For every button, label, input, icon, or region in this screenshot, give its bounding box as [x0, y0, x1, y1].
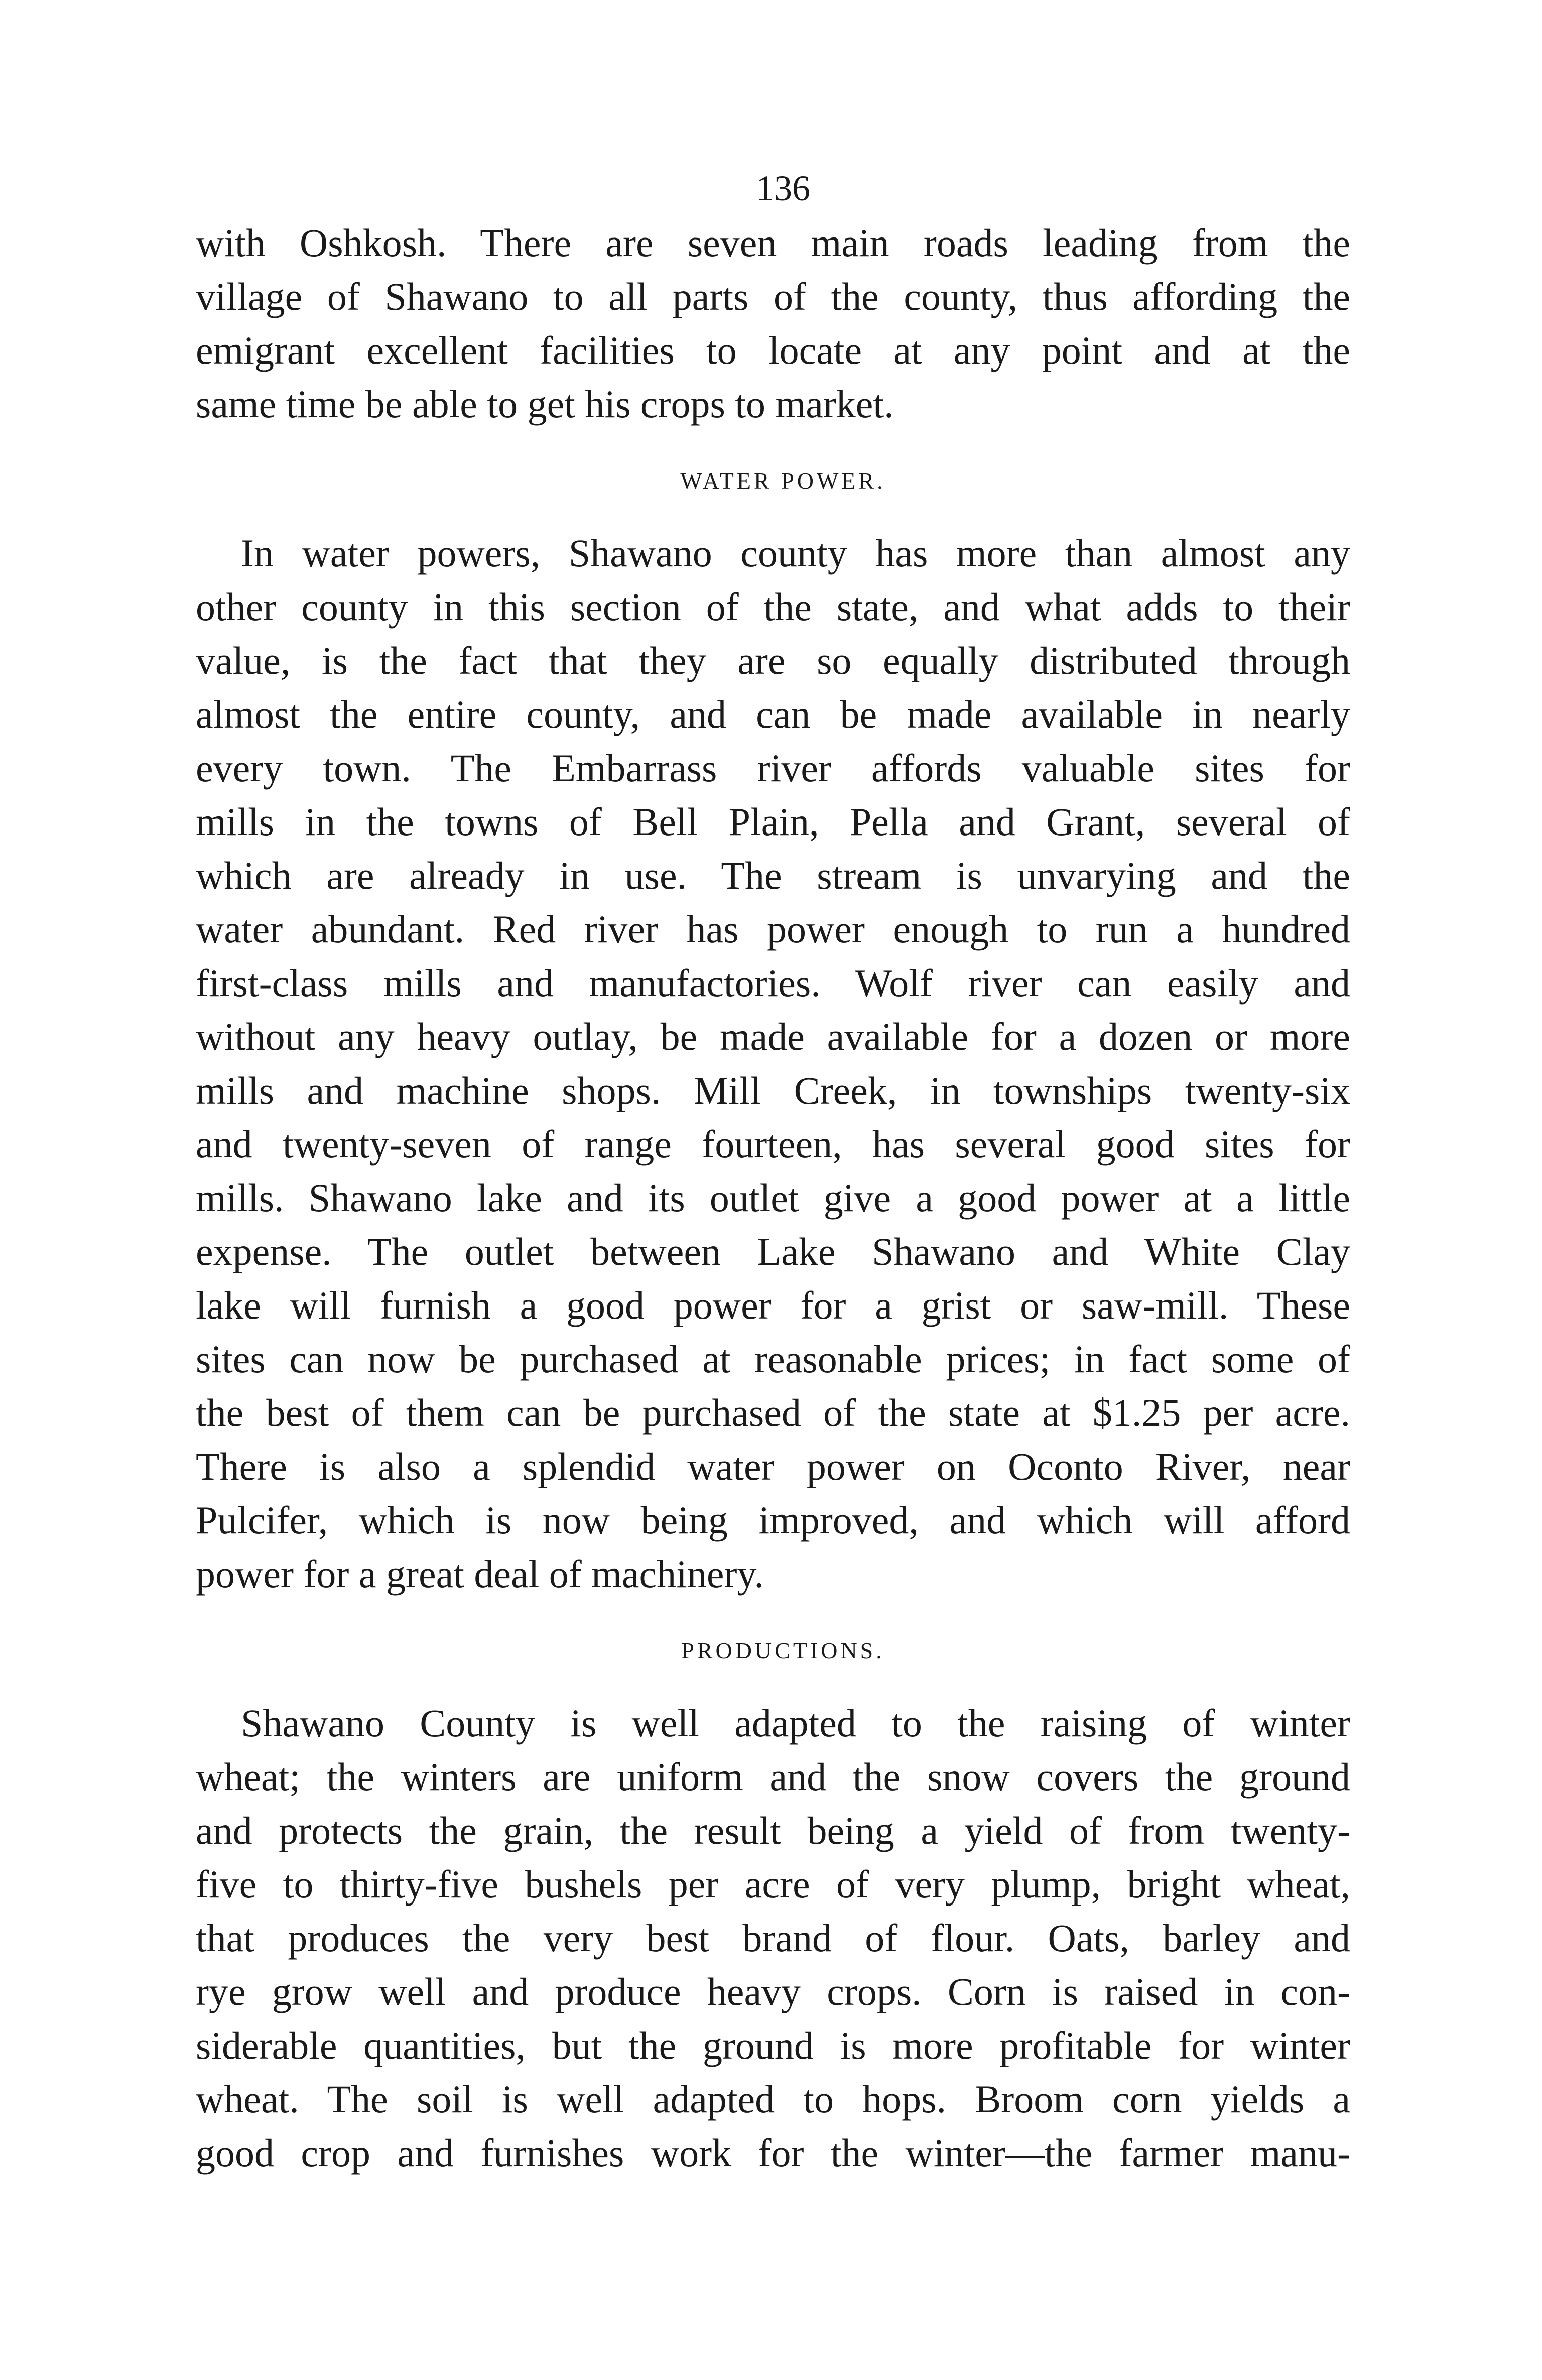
text-line: expense. The outlet between Lake Shawano and White Clay: [196, 1230, 1350, 1273]
text-line: lake will furnish a good power for a grist or saw-mill. These: [196, 1283, 1350, 1327]
text-line: power for a great deal of machinery.: [196, 1552, 764, 1596]
text-line: mills. Shawano lake and its outlet give a good power at a little: [196, 1176, 1350, 1220]
productions-paragraph: [196, 1696, 1350, 2180]
text-line: In water powers, Shawano county has more than almost any: [241, 531, 1350, 575]
book-page: [196, 166, 1350, 2180]
intro-paragraph: [196, 216, 1350, 431]
text-line: water abundant. Red river has power enough to run a hundred: [196, 907, 1350, 951]
text-line: There is also a splendid water power on Oconto River, near: [196, 1445, 1350, 1488]
text-line: sites can now be purchased at reasonable prices; in fact some of: [196, 1337, 1350, 1381]
text-line: emigrant excellent facilities to locate at any point and at the: [196, 328, 1350, 372]
text-line: without any heavy outlay, be made available for a dozen or more: [196, 1015, 1350, 1058]
text-line: value, is the fact that they are so equally distributed through: [196, 639, 1350, 682]
text-line: mills and machine shops. Mill Creek, in townships twenty-six: [196, 1068, 1350, 1112]
text-line: first-class mills and manufactories. Wolf river can easily and: [196, 961, 1350, 1005]
text-line: and protects the grain, the result being a yield of from twenty-: [196, 1809, 1350, 1852]
page-number: 136: [756, 168, 810, 208]
text-line: that produces the very best brand of flour. Oats, barley and: [196, 1916, 1350, 1960]
text-line: wheat; the winters are uniform and the snow covers the ground: [196, 1755, 1350, 1799]
text-line: the best of them can be purchased of the state at $1.25 per acre.: [196, 1391, 1350, 1435]
text-line: with Oshkosh. There are seven main roads leading from the: [196, 221, 1350, 265]
text-line: Shawano County is well adapted to the raising of winter: [241, 1701, 1350, 1745]
text-line: and twenty-seven of range fourteen, has several good sites for: [196, 1122, 1350, 1166]
text-line: five to thirty-five bushels per acre of very plump, bright wheat,: [196, 1862, 1350, 1906]
text-line: other county in this section of the state, and what adds to their: [196, 585, 1350, 629]
text-line: village of Shawano to all parts of the county, thus affording the: [196, 275, 1350, 318]
text-line: wheat. The soil is well adapted to hops. Broom corn yields a: [196, 2077, 1350, 2121]
section-heading-water-power: WATER POWER.: [680, 468, 886, 494]
text-line: rye grow well and produce heavy crops. Corn is raised in con-: [196, 1970, 1350, 2013]
text-line: almost the entire county, and can be made available in nearly: [196, 692, 1350, 736]
water-power-paragraph: [196, 526, 1350, 1601]
text-line: siderable quantities, but the ground is more profitable for winter: [196, 2024, 1350, 2067]
text-line: same time be able to get his crops to market.: [196, 382, 894, 426]
text-line: which are already in use. The stream is unvarying and the: [196, 854, 1350, 897]
text-line: Pulcifer, which is now being improved, and which will afford: [196, 1498, 1350, 1542]
text-line: mills in the towns of Bell Plain, Pella and Grant, several of: [196, 800, 1350, 844]
section-heading-productions: PRODUCTIONS.: [681, 1638, 885, 1663]
text-line: every town. The Embarrass river affords valuable sites for: [196, 746, 1350, 790]
text-line: good crop and furnishes work for the winter—the farmer manu-: [196, 2131, 1350, 2175]
